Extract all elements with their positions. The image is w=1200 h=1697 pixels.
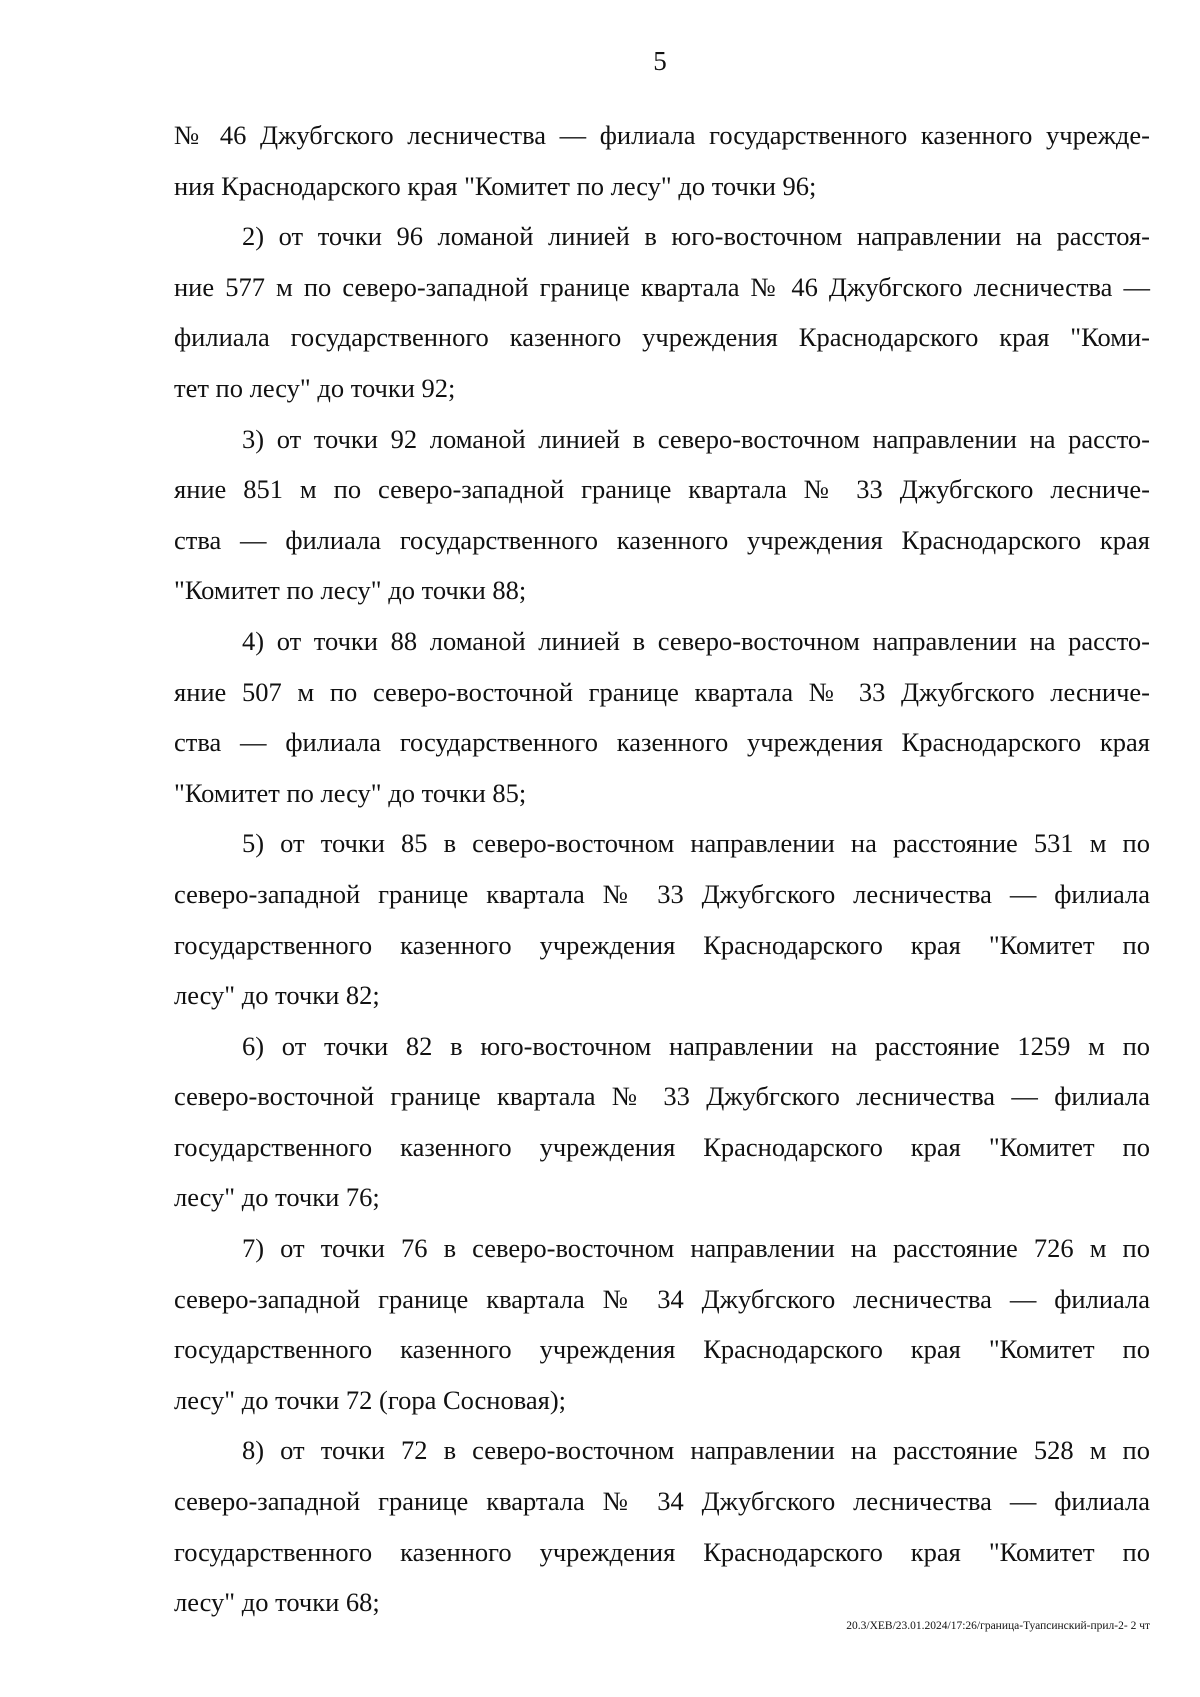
- text-line: 5) от точки 85 в северо-восточном направлении на расстояние 531 м по: [242, 828, 1150, 859]
- text-line: ства — филиала государственного казенного учреждения Краснодарского края: [174, 524, 1150, 555]
- paragraph: [174, 110, 1150, 211]
- text-line: государственного казенного учреждения Краснодарского края "Комитет по: [174, 1334, 1150, 1365]
- paragraph: [174, 616, 1150, 818]
- paragraph: [174, 1021, 1150, 1223]
- text-line: северо-западной границе квартала № 33 Джубгского лесничества — филиала: [174, 878, 1150, 909]
- text-line: 8) от точки 72 в северо-восточном направлении на расстояние 528 м по: [242, 1435, 1150, 1466]
- footer-stamp: 20.3/ХЕВ/23.01.2024/17:26/граница-Туапсинский-прил-2- 2 чт: [846, 1620, 1150, 1632]
- text-line: тет по лесу" до точки 92;: [174, 372, 456, 403]
- text-line: ние 577 м по северо-западной границе квартала № 46 Джубгского лесничества —: [174, 271, 1150, 302]
- text-line: 7) от точки 76 в северо-восточном направлении на расстояние 726 м по: [242, 1233, 1150, 1264]
- paragraph: [174, 1223, 1150, 1425]
- text-line: государственного казенного учреждения Краснодарского края "Комитет по: [174, 1131, 1150, 1162]
- text-line: северо-западной границе квартала № 34 Джубгского лесничества — филиала: [174, 1486, 1150, 1517]
- paragraph: [174, 1425, 1150, 1627]
- text-line: 4) от точки 88 ломаной линией в северо-восточном направлении на рассто-: [242, 625, 1150, 656]
- text-line: 2) от точки 96 ломаной линией в юго-восточном направлении на расстоя-: [242, 221, 1150, 252]
- text-line: северо-западной границе квартала № 34 Джубгского лесничества — филиала: [174, 1283, 1150, 1314]
- text-line: 6) от точки 82 в юго-восточном направлении на расстояние 1259 м по: [242, 1030, 1150, 1061]
- text-line: лесу" до точки 76;: [174, 1182, 380, 1213]
- text-line: государственного казенного учреждения Краснодарского края "Комитет по: [174, 1536, 1150, 1567]
- text-line: яние 851 м по северо-западной границе квартала № 33 Джубгского лесниче-: [174, 474, 1150, 505]
- text-line: филиала государственного казенного учреждения Краснодарского края "Коми-: [174, 322, 1150, 353]
- text-line: лесу" до точки 68;: [174, 1587, 380, 1618]
- text-line: яние 507 м по северо-восточной границе квартала № 33 Джубгского лесниче-: [174, 676, 1150, 707]
- page-number: 5: [653, 46, 667, 76]
- text-line: "Комитет по лесу" до точки 85;: [174, 777, 527, 808]
- text-line: ния Краснодарского края "Комитет по лесу" до точки 96;: [174, 170, 817, 201]
- text-line: лесу" до точки 72 (гора Сосновая);: [174, 1384, 567, 1415]
- text-line: северо-восточной границе квартала № 33 Джубгского лесничества — филиала: [174, 1081, 1150, 1112]
- text-line: государственного казенного учреждения Краснодарского края "Комитет по: [174, 929, 1150, 960]
- text-line: 3) от точки 92 ломаной линией в северо-восточном направлении на рассто-: [242, 423, 1150, 454]
- text-line: "Комитет по лесу" до точки 88;: [174, 575, 527, 606]
- paragraph: [174, 211, 1150, 413]
- text-line: ства — филиала государственного казенного учреждения Краснодарского края: [174, 727, 1150, 758]
- paragraph: [174, 414, 1150, 616]
- paragraph: [174, 818, 1150, 1020]
- document-body: [174, 110, 1150, 1628]
- text-line: лесу" до точки 82;: [174, 980, 380, 1011]
- text-line: № 46 Джубгского лесничества — филиала государственного казенного учрежде-: [174, 120, 1150, 150]
